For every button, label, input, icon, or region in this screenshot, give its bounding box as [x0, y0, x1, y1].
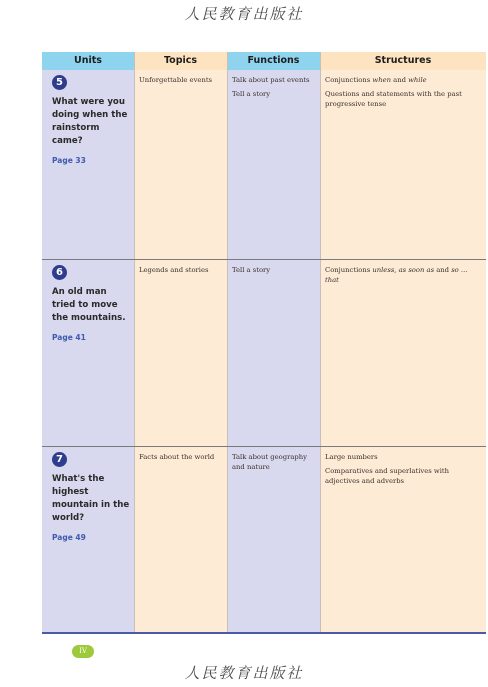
unit-page-link[interactable]: Page 49: [52, 533, 86, 542]
structures-cell: [325, 70, 483, 109]
unit-title: What were you doing when the rainstorm came?: [52, 97, 128, 146]
unit-page-link[interactable]: Page 41: [52, 333, 86, 342]
unit-number-badge: 7: [52, 452, 67, 467]
structures-cell: [325, 447, 483, 486]
topic-text: Unforgettable events: [139, 76, 213, 84]
structures-cell: [325, 260, 483, 285]
page-number-badge: IV: [72, 645, 94, 658]
header-functions: Functions: [227, 52, 320, 70]
unit-number-badge: 5: [52, 75, 67, 90]
table-header: [42, 52, 486, 70]
structure-text: Large numbers: [325, 453, 378, 461]
publisher-logo-bottom: 人民教育出版社: [184, 664, 304, 682]
unit-cell: [42, 70, 134, 165]
syllabus-table: [42, 52, 486, 634]
column-divider: [134, 52, 135, 632]
table-bottom-rule: [42, 632, 486, 634]
functions-cell: [232, 70, 320, 99]
column-divider: [320, 52, 321, 632]
topic-text: Facts about the world: [139, 453, 215, 461]
functions-cell: [232, 260, 320, 275]
function-text: Talk about past events: [232, 76, 310, 84]
topics-cell: [139, 260, 225, 275]
unit-title: An old man tried to move the mountains.: [52, 287, 126, 323]
unit-title: What's the highest mountain in the world?: [52, 474, 130, 523]
function-text: Tell a story: [232, 266, 271, 274]
structure-text: Conjunctions when and while: [325, 76, 427, 84]
topic-text: Legends and stories: [139, 266, 209, 274]
structures-column-bg: [320, 70, 486, 632]
topics-cell: [139, 70, 225, 85]
header-units: Units: [42, 52, 134, 70]
structure-text: Comparatives and superlatives with adjectives and adverbs: [325, 467, 450, 485]
topics-cell: [139, 447, 225, 462]
header-structures: Structures: [320, 52, 486, 70]
unit-cell: [42, 447, 134, 542]
unit-cell: [42, 260, 134, 342]
functions-cell: [232, 447, 320, 472]
function-text: Talk about geography and nature: [232, 453, 307, 471]
structure-text: Questions and statements with the past progressive tense: [325, 90, 462, 108]
structure-text: Conjunctions unless, as soon as and so ... that: [325, 266, 468, 284]
topics-column-bg: [134, 70, 227, 632]
unit-page-link[interactable]: Page 33: [52, 156, 86, 165]
unit-number-badge: 6: [52, 265, 67, 280]
functions-column-bg: [227, 70, 320, 632]
publisher-logo-top: 人民教育出版社: [184, 5, 304, 23]
column-divider: [227, 52, 228, 632]
function-text: Tell a story: [232, 90, 271, 98]
header-topics: Topics: [134, 52, 227, 70]
